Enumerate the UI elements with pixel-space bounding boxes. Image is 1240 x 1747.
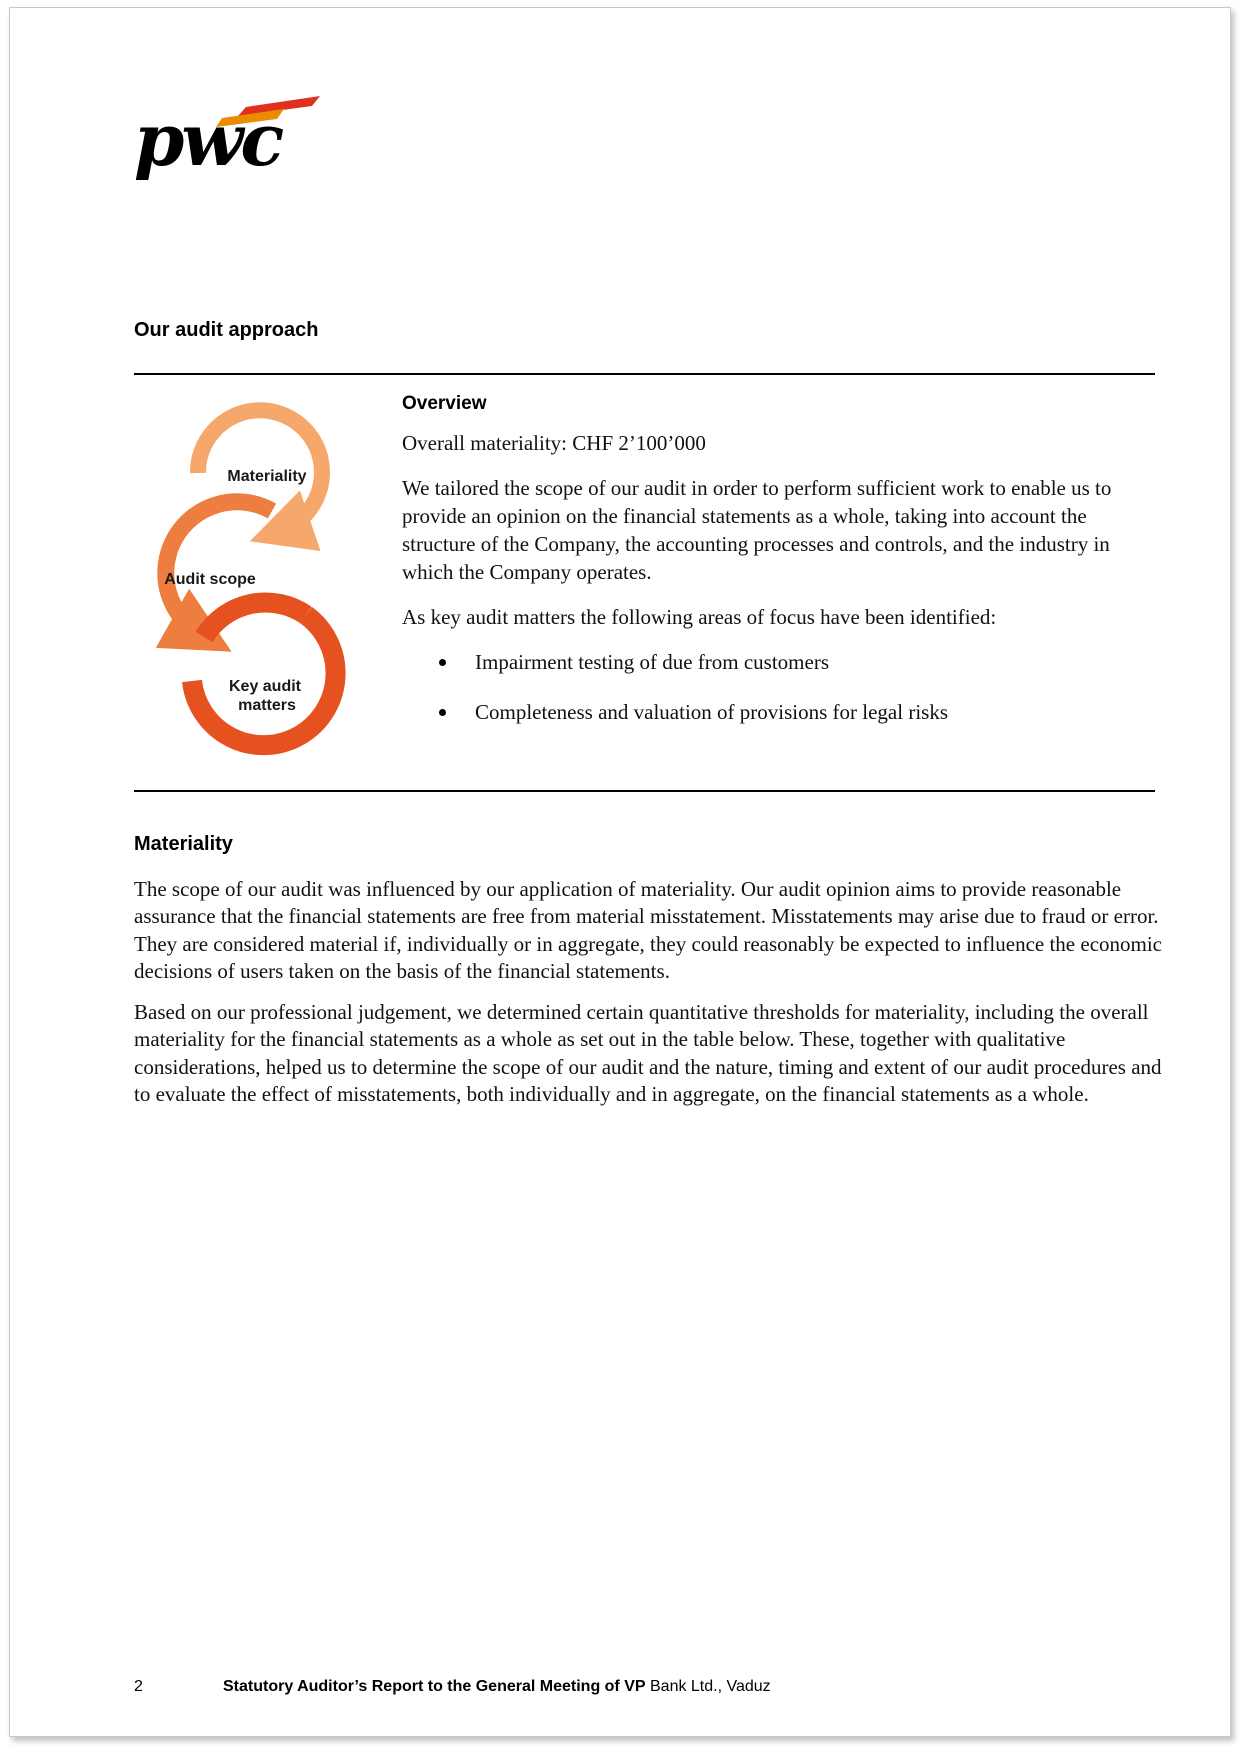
overview-heading: Overview	[402, 393, 487, 414]
diagram-label-matters: matters	[238, 697, 296, 714]
bullet-icon	[439, 659, 446, 666]
footer-title: Statutory Auditor’s Report to the General Meeting of VP Bank Ltd., Vaduz	[223, 1678, 771, 1695]
page-number: 2	[134, 1678, 143, 1695]
materiality-paragraph: The scope of our audit was influenced by our application of materiality. Our audit opinion aims to provide reasonable assurance that the financial statements are free from material misstatement. Misstatements may arise due to fraud or error. They are considered material if, individually or in aggregate, they could reasonably be expected to influence the economic decisions of users taken on the basis of the financial statements.	[134, 877, 1163, 983]
materiality-paragraph: Based on our professional judgement, we determined certain quantitative thresholds for materiality, including the overall materiality for the financial statements as a whole as set out in the table below. These, together with qualitative considerations, helped us to determine the scope of our audit and the nature, timing and extent of our audit procedures and to evaluate the effect of misstatements, both individually and in aggregate, on the financial statements as a whole.	[134, 1000, 1162, 1107]
overall-materiality: Overall materiality: CHF 2’100’000	[402, 431, 706, 455]
list-item: Completeness and valuation of provisions for legal risks	[402, 698, 1162, 726]
pwc-logo	[134, 92, 324, 187]
diagram-label-audit-scope: Audit scope	[164, 571, 256, 588]
audit-cycle-diagram	[134, 393, 352, 778]
overview-section	[402, 393, 1162, 748]
list-item: Impairment testing of due from customers	[402, 648, 1162, 676]
kam-list	[402, 648, 1162, 726]
overview-paragraph: We tailored the scope of our audit in order to perform sufficient work to enable us to provide an opinion on the financial statements as a whole, taking into account the structure of the Company, the accounting processes and controls, and the industry in which the Company operates.	[402, 476, 1112, 584]
diagram-label-key-audit: Key audit	[228, 678, 302, 695]
materiality-section	[134, 833, 1164, 1122]
top-divider	[134, 373, 1155, 375]
bottom-divider	[134, 790, 1155, 792]
section-title: Our audit approach	[134, 319, 319, 341]
document-page	[9, 7, 1231, 1737]
diagram-label-materiality: Materiality	[227, 468, 307, 485]
materiality-heading: Materiality	[134, 833, 233, 855]
kam-intro: As key audit matters the following areas of focus have been identified:	[402, 605, 997, 629]
bullet-icon	[439, 709, 446, 716]
pwc-logo-text: pwc	[134, 97, 282, 182]
